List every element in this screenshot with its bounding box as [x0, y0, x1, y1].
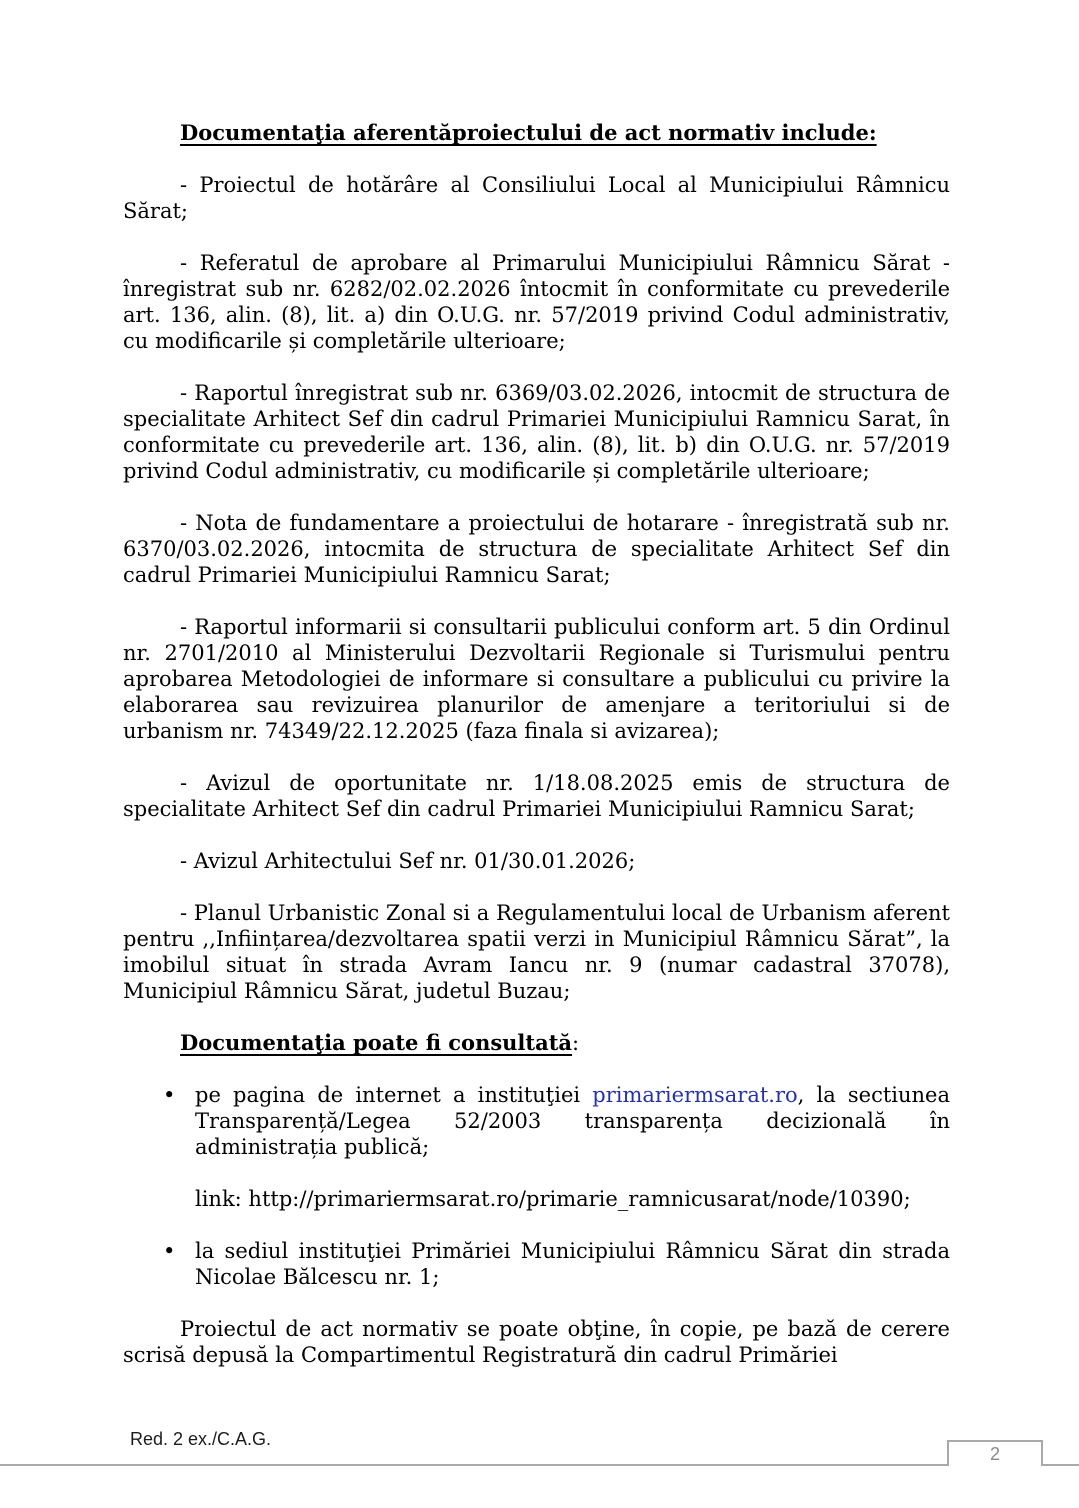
paragraph-nota-fundamentare: - Nota de fundamentare a proiectului de hotarare - înregistrată sub nr. 6370/03.02.2026, intocmita de structura de specialitate Arhitect Sef din cadrul Primariei Municipiului Ramnicu Sarat;	[123, 511, 950, 587]
document-link-line: link: http://primariermsarat.ro/primarie_ramnicusarat/node/10390;	[195, 1187, 911, 1211]
section-heading-consultare	[123, 1030, 950, 1056]
bullet-item-sediu	[123, 1238, 950, 1290]
bullet-icon: •	[163, 1239, 176, 1263]
page-number: 2	[989, 1443, 1000, 1464]
footer-rule-left	[0, 1464, 947, 1466]
page-number-tab	[947, 1440, 1043, 1466]
paragraph-raport-structura: - Raportul înregistrat sub nr. 6369/03.02.2026, intocmit de structura de specialitate Arhitect Sef din cadrul Primariei Municipiului Ramnicu Sarat, în conformitate cu prevederile art. 136, alin. (8), lit. b) din O.U.G. nr. 57/2019 privind Codul administrativ, cu modificarile și completările ulterioare;	[123, 381, 950, 483]
bullet-text-post: , la sectiunea Transparență/Legea 52/2003 transparența decizională în administrația publică;	[195, 1083, 950, 1159]
paragraph-raport-informare: - Raportul informarii si consultarii publicului conform art. 5 din Ordinul nr. 2701/2010 al Ministerului Dezvoltarii Regionale si Turismului pentru aprobarea Metodologiei de informare si consultare a publicului cu privire la elaborarea sau revizuirea planurilor de amenjare a teritoriului si de urbanism nr. 74349/22.12.2025 (faza finala si avizarea);	[123, 615, 950, 743]
heading-text: Documentaţia aferentăproiectului de act normativ include:	[180, 120, 877, 145]
heading-text: Documentaţia poate fi consultată	[180, 1030, 573, 1055]
bullet-icon: •	[163, 1083, 176, 1107]
paragraph-aviz-arhitect: - Avizul Arhitectului Sef nr. 01/30.01.2026;	[180, 849, 636, 873]
primariermsarat-link[interactable]: primariermsarat.ro	[592, 1083, 798, 1107]
footer-rule-right	[1043, 1464, 1079, 1466]
heading-colon: :	[572, 1031, 580, 1055]
document-body	[123, 120, 950, 1368]
footer-redaction-note: Red. 2 ex./C.A.G.	[130, 1429, 272, 1449]
paragraph-plan-urbanistic: - Planul Urbanistic Zonal si a Regulamentului local de Urbanism aferent pentru ,,Inființarea/dezvoltarea spatii verzi in Municipiul Râmnicu Sărat”, la imobilul situat în strada Avram Iancu nr. 9 (numar cadastral 37078), Municipiul Râmnicu Sărat, judetul Buzau;	[123, 901, 950, 1003]
paragraph-obtinere-copie: Proiectul de act normativ se poate obţine, în copie, pe bază de cerere scrisă depusă la Compartimentul Registratură din cadrul Primăriei	[123, 1317, 950, 1367]
bullet-item-website	[123, 1082, 950, 1160]
bullet-text	[195, 1083, 950, 1159]
bullet-text-pre: pe pagina de internet a instituţiei	[195, 1083, 593, 1107]
bullet-text: la sediul instituţiei Primăriei Municipiului Râmnicu Sărat din strada Nicolae Bălcescu nr. 1;	[195, 1239, 950, 1289]
section-heading-documentatia-include	[123, 120, 950, 146]
paragraph-referat-aprobare: - Referatul de aprobare al Primarului Municipiului Râmnicu Sărat - înregistrat sub nr. 6282/02.02.2026 întocmit în conformitate cu prevederile art. 136, alin. (8), lit. a) din O.U.G. nr. 57/2019 privind Codul administrativ, cu modificarile și completările ulterioare;	[123, 251, 950, 353]
paragraph-aviz-oportunitate: - Avizul de oportunitate nr. 1/18.08.2025 emis de structura de specialitate Arhitect Sef din cadrul Primariei Municipiului Ramnicu Sarat;	[123, 771, 950, 821]
paragraph-proiect-hotarare: - Proiectul de hotărâre al Consiliului Local al Municipiului Râmnicu Sărat;	[123, 173, 950, 223]
